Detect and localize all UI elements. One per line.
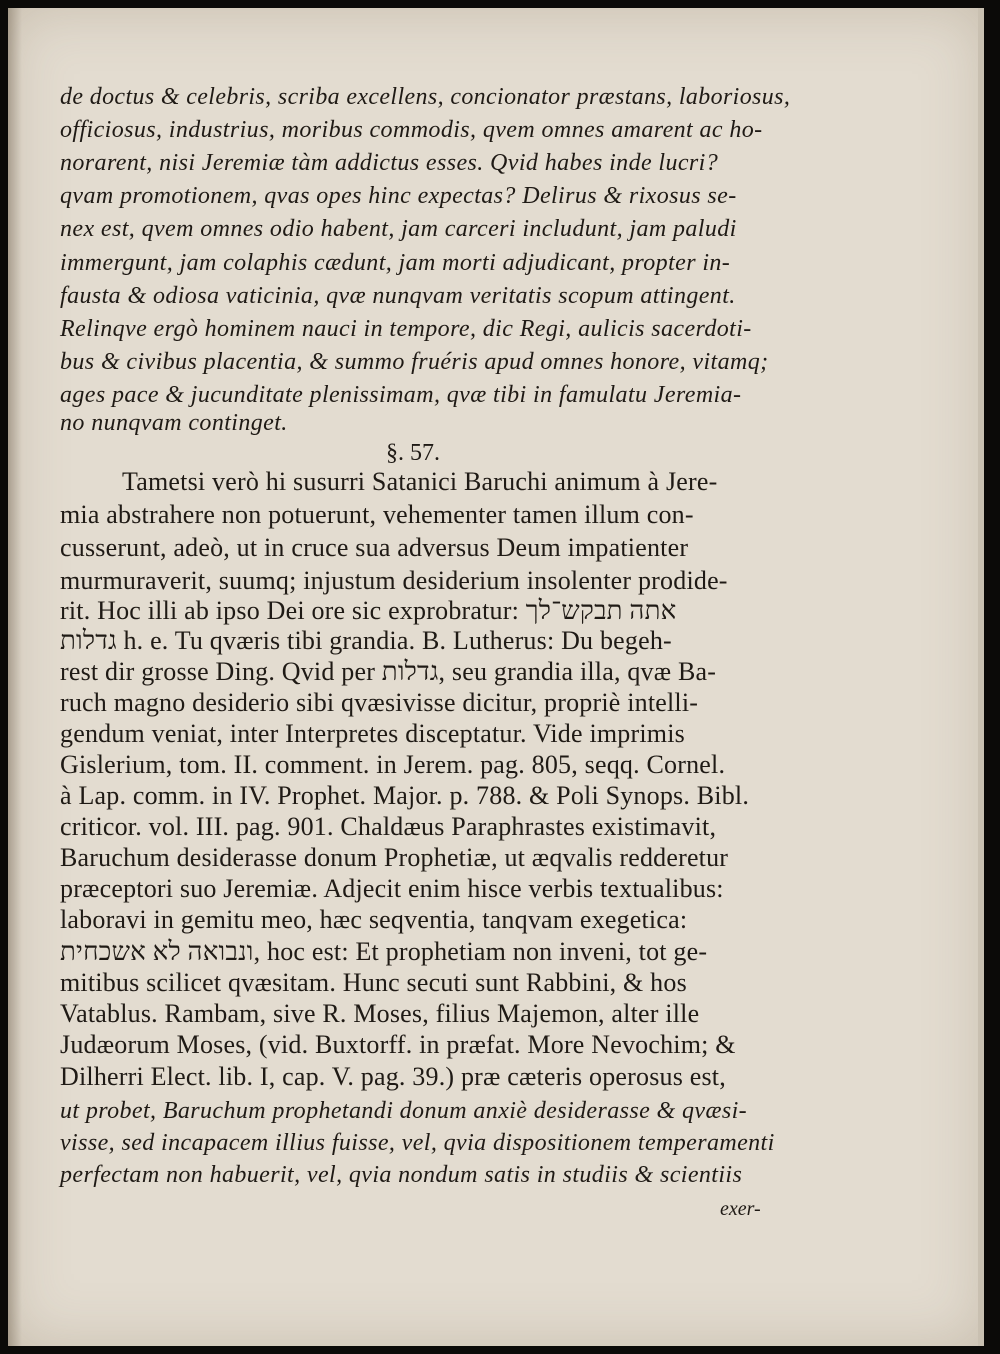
section-number: §. 57. — [386, 440, 440, 466]
italic-line: perfectam non habuerit, vel, qvia nondum satis in studiis & scientiis — [60, 1162, 743, 1188]
body-line: ונבואה לא אשכחית, hoc est: Et prophetiam non inveni, tot ge- — [60, 937, 708, 966]
gutter-shadow — [8, 8, 22, 1346]
body-line: גדלות h. e. Tu qværis tibi grandia. B. Lutherus: Du begeh- — [60, 626, 672, 655]
body-line: Vatablus. Rambam, sive R. Moses, filius Majemon, alter ille — [60, 999, 700, 1028]
italic-line: visse, sed incapacem illius fuisse, vel, qvia dispositionem temperamenti — [60, 1130, 775, 1156]
body-line: Judæorum Moses, (vid. Buxtorff. in præfat. More Nevochim; & — [60, 1030, 736, 1059]
body-line: rit. Hoc illi ab ipso Dei ore sic exprobratur: אתה תבקש־לך — [60, 596, 677, 625]
page-edge — [978, 8, 984, 1346]
italic-line: norarent, nisi Jeremiæ tàm addictus esses. Qvid habes inde lucri? — [60, 150, 719, 176]
italic-line: bus & civibus placentia, & summo fruéris apud omnes honore, vitamq; — [60, 349, 769, 375]
italic-line: no nunqvam continget. — [60, 410, 288, 436]
italic-line: fausta & odiosa vaticinia, qvæ nunqvam veritatis scopum attingent. — [60, 283, 736, 309]
body-line: gendum veniat, inter Interpretes disceptatur. Vide imprimis — [60, 719, 685, 748]
italic-line: qvam promotionem, qvas opes hinc expectas? Delirus & rixosus se- — [60, 183, 737, 209]
italic-line: ut probet, Baruchum prophetandi donum anxiè desiderasse & qvæsi- — [60, 1098, 748, 1124]
body-line: murmuraverit, suumq; injustum desiderium insolenter prodide- — [60, 566, 728, 595]
italic-line: officiosus, industrius, moribus commodis, qvem omnes amarent ac ho- — [60, 117, 763, 143]
italic-line: nex est, qvem omnes odio habent, jam carceri includunt, jam paludi — [60, 216, 737, 242]
body-line: laboravi in gemitu meo, hæc seqventia, tanqvam exegetica: — [60, 905, 688, 934]
body-line: à Lap. comm. in IV. Prophet. Major. p. 788. & Poli Synops. Bibl. — [60, 781, 750, 810]
body-line: Tametsi verò hi susurri Satanici Baruchi animum à Jere- — [122, 467, 718, 496]
body-line: præceptori suo Jeremiæ. Adjecit enim hisce verbis textualibus: — [60, 874, 724, 903]
body-line: Gislerium, tom. II. comment. in Jerem. pag. 805, seqq. Cornel. — [60, 750, 726, 779]
body-line: cusserunt, adeò, ut in cruce sua adversus Deum impatienter — [60, 533, 689, 562]
body-line: ruch magno desiderio sibi qvæsivisse dicitur, propriè intelli- — [60, 688, 699, 717]
body-line: Baruchum desiderasse donum Prophetiæ, ut æqvalis redderetur — [60, 843, 729, 872]
italic-line: immergunt, jam colaphis cædunt, jam morti adjudicant, propter in- — [60, 250, 731, 276]
body-line: rest dir grosse Ding. Qvid per גדלות, seu grandia illa, qvæ Ba- — [60, 657, 717, 686]
body-line: Dilherri Elect. lib. I, cap. V. pag. 39.) præ cæteris operosus est, — [60, 1062, 726, 1091]
italic-line: Relinqve ergò hominem nauci in tempore, dic Regi, aulicis sacerdoti- — [60, 316, 752, 342]
body-line: criticor. vol. III. pag. 901. Chaldæus Paraphrastes existimavit, — [60, 812, 717, 841]
italic-line: ages pace & jucunditate plenissimam, qvæ tibi in famulatu Jeremia- — [60, 382, 742, 408]
body-line: mia abstrahere non potuerunt, vehementer tamen illum con- — [60, 500, 694, 529]
italic-line: de doctus & celebris, scriba excellens, concionator præstans, laboriosus, — [60, 84, 791, 110]
body-line: mitibus scilicet qvæsitam. Hunc secuti sunt Rabbini, & hos — [60, 968, 687, 997]
catchword: exer- — [720, 1198, 761, 1220]
